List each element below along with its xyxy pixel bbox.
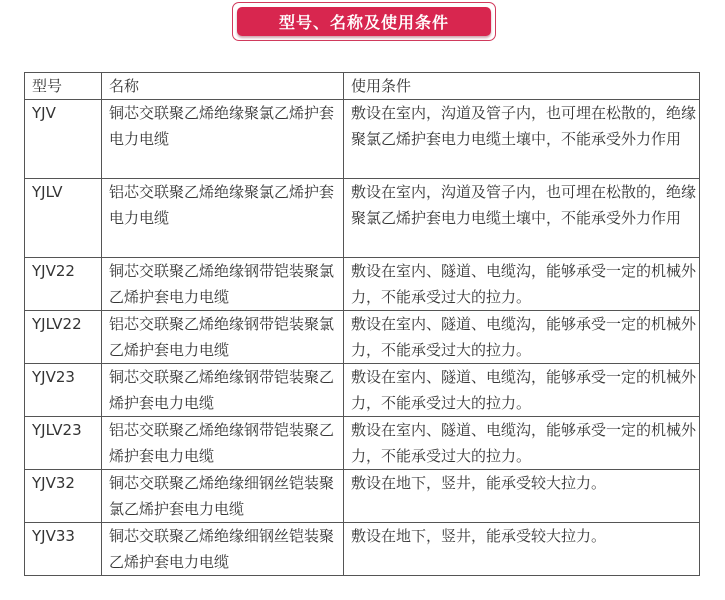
cell-condition: 敷设在地下，竖井，能承受较大拉力。 [344, 523, 700, 576]
cell-name: 铜芯交联聚乙烯绝缘钢带铠装聚乙烯护套电力电缆 [102, 364, 344, 417]
header-condition: 使用条件 [344, 73, 700, 100]
cell-model: YJLV22 [25, 311, 102, 364]
table-header-row [25, 73, 700, 100]
cell-model: YJV [25, 100, 102, 179]
table-row [25, 470, 700, 523]
cell-name: 铜芯交联聚乙烯绝缘细钢丝铠装聚氯乙烯护套电力电缆 [102, 470, 344, 523]
table-row [25, 417, 700, 470]
cable-spec-table [24, 72, 700, 576]
cell-condition: 敷设在室内，沟道及管子内，也可埋在松散的，绝缘聚氯乙烯护套电力电缆土壤中，不能承受外力作用 [344, 179, 700, 258]
cell-model: YJV33 [25, 523, 102, 576]
cell-model: YJLV23 [25, 417, 102, 470]
table-row [25, 364, 700, 417]
cell-model: YJLV [25, 179, 102, 258]
cell-name: 铝芯交联聚乙烯绝缘钢带铠装聚氯乙烯护套电力电缆 [102, 311, 344, 364]
cell-condition: 敷设在室内、隧道、电缆沟，能够承受一定的机械外力，不能承受过大的拉力。 [344, 364, 700, 417]
table-row [25, 179, 700, 258]
cell-model: YJV32 [25, 470, 102, 523]
table-row [25, 523, 700, 576]
table-row [25, 100, 700, 179]
cell-name: 铜芯交联聚乙烯绝缘细钢丝铠装聚乙烯护套电力电缆 [102, 523, 344, 576]
cell-model: YJV23 [25, 364, 102, 417]
section-title: 型号、名称及使用条件 [278, 13, 449, 32]
section-banner [232, 2, 496, 41]
cell-condition: 敷设在室内、隧道、电缆沟，能够承受一定的机械外力，不能承受过大的拉力。 [344, 311, 700, 364]
cell-name: 铝芯交联聚乙烯绝缘钢带铠装聚乙烯护套电力电缆 [102, 417, 344, 470]
cell-condition: 敷设在室内、隧道、电缆沟，能够承受一定的机械外力，不能承受过大的拉力。 [344, 258, 700, 311]
table-row [25, 258, 700, 311]
cell-model: YJV22 [25, 258, 102, 311]
header-name: 名称 [102, 73, 344, 100]
cell-name: 铝芯交联聚乙烯绝缘聚氯乙烯护套电力电缆 [102, 179, 344, 258]
cell-name: 铜芯交联聚乙烯绝缘聚氯乙烯护套电力电缆 [102, 100, 344, 179]
cell-condition: 敷设在室内，沟道及管子内，也可埋在松散的，绝缘聚氯乙烯护套电力电缆土壤中，不能承受外力作用 [344, 100, 700, 179]
table-row [25, 311, 700, 364]
cell-condition: 敷设在地下，竖井，能承受较大拉力。 [344, 470, 700, 523]
section-banner-fill [237, 7, 491, 36]
cell-name: 铜芯交联聚乙烯绝缘钢带铠装聚氯乙烯护套电力电缆 [102, 258, 344, 311]
cell-condition: 敷设在室内、隧道、电缆沟，能够承受一定的机械外力，不能承受过大的拉力。 [344, 417, 700, 470]
header-model: 型号 [25, 73, 102, 100]
